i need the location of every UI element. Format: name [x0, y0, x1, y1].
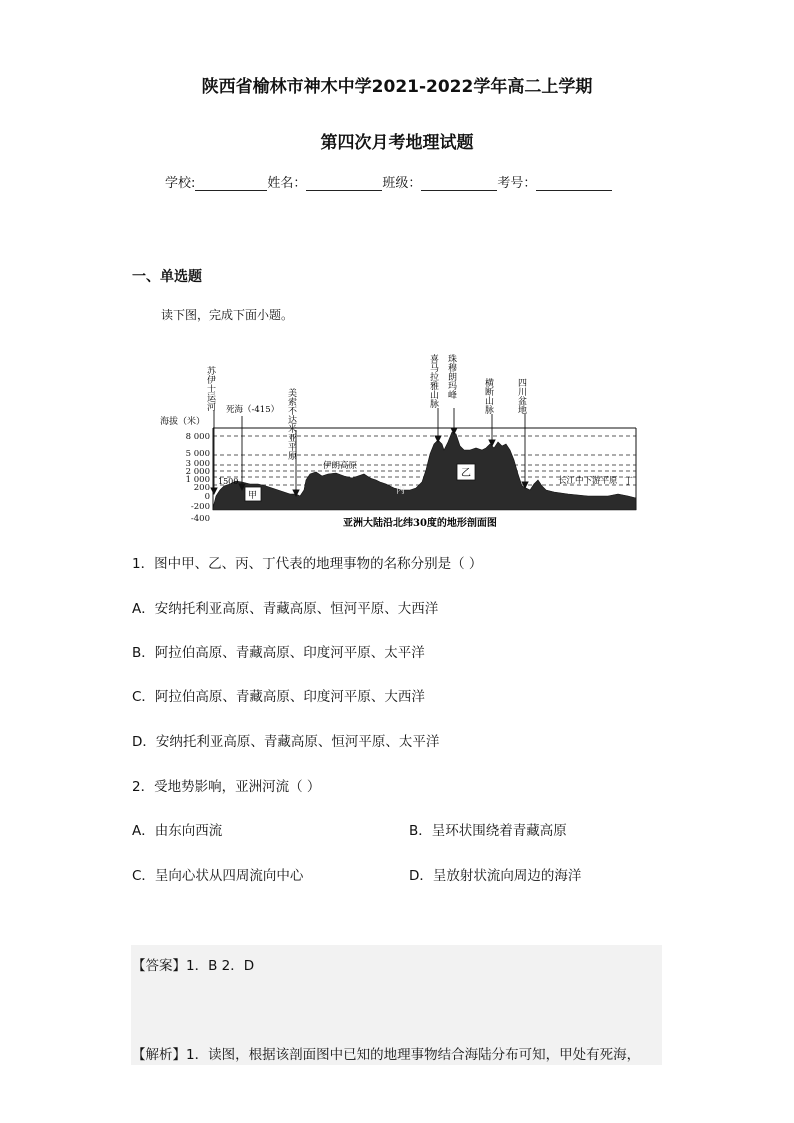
answer-line	[132, 954, 254, 974]
jia-label: 甲	[248, 491, 258, 501]
everest-label: 珠穆朗玛峰	[446, 354, 456, 399]
page-title: 陕西省榆林市神木中学2021-2022学年高二上学期	[201, 77, 593, 97]
ding-label: 丁	[624, 477, 634, 487]
q1-option-d[interactable]: D．安纳托利亚高原、青藏高原、恒河平原、太平洋	[132, 734, 440, 750]
answer-label: 【答案】	[132, 958, 186, 974]
q2-stem: 2．受地势影响，亚洲河流（ ）	[132, 779, 321, 795]
student-info-row	[165, 172, 612, 191]
y-axis-label: 海拔（米）	[160, 417, 206, 427]
figure-caption: 亚洲大陆沿北纬30度的地形剖面图	[343, 518, 497, 529]
hengduan-label: 横断山脉	[483, 378, 493, 414]
name-field[interactable]	[306, 177, 382, 191]
class-label: 班级：	[382, 176, 422, 191]
y-tick-labels	[186, 432, 210, 524]
deadsea-label: 死海（-415）	[226, 405, 280, 415]
q1-option-b[interactable]: B．阿拉伯高原、青藏高原、印度河平原、太平洋	[132, 645, 425, 661]
meso-label: 美索不达米亚平原	[286, 388, 296, 460]
q2-option-a[interactable]: A．由东向西流	[132, 823, 223, 839]
place-labels	[205, 353, 527, 460]
q1-stem: 1．图中甲、乙、丙、丁代表的地理事物的名称分别是（ ）	[132, 556, 483, 572]
iran-plateau-label: 伊朗高原	[323, 461, 358, 471]
suez-label: 苏伊士运河	[205, 366, 215, 411]
sichuan-label: 四川盆地	[516, 378, 526, 414]
q1-option-c[interactable]: C．阿拉伯高原、青藏高原、印度河平原、大西洋	[132, 689, 425, 705]
class-field[interactable]	[421, 177, 497, 191]
y-tick: -200	[190, 502, 210, 512]
intro-text: 读下图，完成下面小题。	[161, 308, 294, 322]
q1-option-a[interactable]: A．安纳托利亚高原、青藏高原、恒河平原、大西洋	[132, 601, 439, 617]
y-tick: 0	[204, 492, 210, 502]
school-field[interactable]	[195, 177, 267, 191]
y-tick: 200	[193, 483, 210, 493]
bing-label: 丙	[396, 486, 406, 496]
name-label: 姓名：	[267, 176, 307, 191]
y-tick: 8 000	[185, 432, 210, 442]
himalaya-label: 喜马拉雅山脉	[428, 354, 438, 408]
number-label: 考号：	[497, 176, 537, 191]
answer-text: 1．B 2．D	[186, 958, 255, 974]
number-field[interactable]	[536, 177, 612, 191]
section-title: 一、单选题	[132, 269, 202, 285]
y-tick: 5 000	[185, 449, 210, 459]
yi-label: 乙	[461, 468, 471, 479]
q2-option-b[interactable]: B．呈环状围绕着青藏高原	[409, 823, 567, 839]
terrain-profile-figure	[158, 350, 644, 530]
y-tick: 2 000	[185, 467, 210, 477]
y-tick: 3 000	[185, 459, 210, 469]
q2-option-d[interactable]: D．呈放射状流向周边的海洋	[409, 868, 582, 884]
school-label: 学校:	[165, 176, 196, 191]
page-subtitle: 第四次月考地理试题	[320, 133, 474, 153]
analysis-text: 1．读图，根据该剖面图中已知的地理事物结合海陆分布可知，甲处有死海，	[186, 1047, 641, 1063]
analysis-line	[132, 1043, 640, 1063]
yangtze-plain-label: 长江中下游平原	[558, 476, 618, 486]
q2-option-c[interactable]: C．呈向心状从四周流向中心	[132, 868, 304, 884]
analysis-label: 【解析】	[132, 1047, 186, 1063]
elevation-1500-label: 1500	[218, 477, 239, 486]
y-tick: -400	[190, 514, 210, 524]
y-tick: 1 000	[185, 475, 210, 485]
